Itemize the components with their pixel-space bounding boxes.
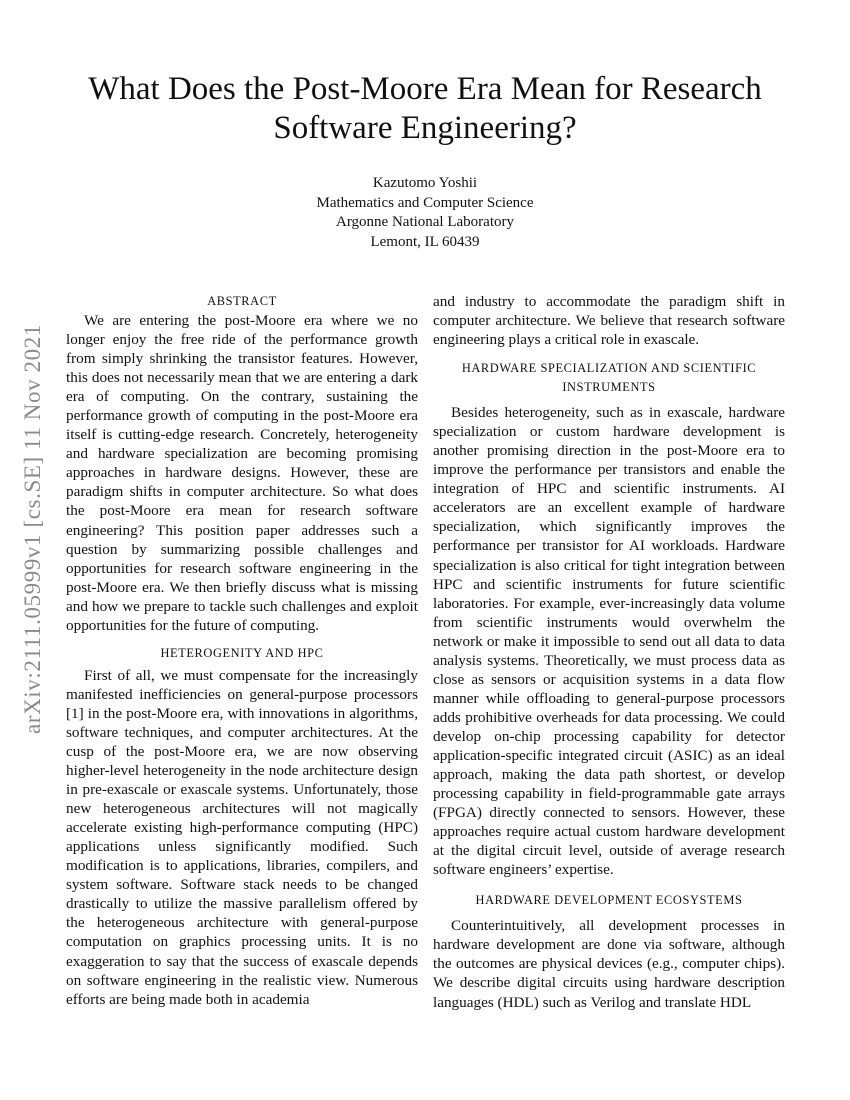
author-block <box>200 174 650 252</box>
section-body-hardware-specialization: Besides heterogeneity, such as in exascale, hardware specialization or custom hardware development is another promising direction in the post-Moore era to improve the performance per transistors and enable the integration of HPC and scientific instruments. AI accelerators are an excellent example of hardware specialization, which significantly improves the performance per transistor for AI workloads. Hardware specialization is also critical for tight integration between HPC and scientific instruments for future scientific laboratories. For example, ever-increasingly data volume from scientific instruments would overwhelm the network or make it impossible to send out all data to data analysis systems. Theoretically, we must process data as close as sensors or acquisition systems in a data flow manner while offloading to general-purpose processors adds prohibitive overheads for data processing. We could develop on-chip processing capability for detector application-specific integrated circuit (ASIC) as an ideal approach, making the data path shortest, or develop processing capability in field-programmable gate arrays (FPGA) directly connected to sensors. However, these approaches require actual custom hardware development at the digital circuit level, outside of average research software engineers’ expertise. <box>433 404 785 879</box>
right-column <box>433 292 785 1012</box>
section-body-heterogeneity-continued: and industry to accommodate the paradigm shift in computer architecture. We believe that research software engineering plays a critical role in exascale. <box>433 293 785 349</box>
affiliation-line: Argonne National Laboratory <box>335 214 514 230</box>
affiliation-line: Mathematics and Computer Science <box>316 194 534 211</box>
abstract-heading: ABSTRACT <box>207 294 277 308</box>
affiliation-line: Lemont, IL 60439 <box>370 233 480 250</box>
left-column <box>66 292 418 1009</box>
abstract-body: We are entering the post-Moore era where we no longer enjoy the free ride of the performance growth from simply shrinking the transistor features. However, this does not necessarily mean that we are entering a dark era of computing. On the contrary, sustaining the performance growth of computing in the post-Moore era itself is cutting-edge research. Concretely, heterogeneity and hardware specialization are becoming promising approaches in hardware designs. However, these are paradigm shifts in computer architecture. So what does the post-Moore era mean for research software engineering? This position paper addresses such a question by summarizing possible challenges and opportunities for research software engineering in the post-Moore era. We then briefly discuss what is missing and how we prepare to tackle such challenges and exploit opportunities for the future of computing. <box>66 312 418 634</box>
author-name: Kazutomo Yoshii <box>372 175 478 191</box>
arxiv-stamp <box>22 265 44 793</box>
arxiv-stamp-text: arXiv:2111.05999v1 [cs.SE] 11 Nov 2021 <box>20 324 45 734</box>
paper-title: What Does the Post-Moore Era Mean for Research Software Engineering? <box>88 71 762 146</box>
section-heading-heterogeneity: HETEROGENITY AND HPC <box>160 645 324 660</box>
section-body-heterogeneity: First of all, we must compensate for the increasingly manifested inefficiencies on general-purpose processors [1] in the post-Moore era, with innovations in algorithms, software techniques, and computer architectures. At the cusp of the post-Moore era, we are now observing higher-level heterogeneity in the node architecture design in pre-exascale or exascale systems. Unfortunately, those new heterogeneous architectures will not magically accelerate existing high-performance computing (HPC) applications unless significantly modified. Such modification is to applications, libraries, compilers, and system software. Software stack needs to be changed drastically to utilize the massive parallelism offered by the heterogeneous architecture with general-purpose computation on graphics processing units. It is no exaggeration to say that the success of exascale depends on software engineering in the realistic view. Numerous efforts are being made both in academia <box>66 666 418 1008</box>
section-heading-hardware-development: HARDWARE DEVELOPMENT ECOSYSTEMS <box>475 893 743 908</box>
section-heading-hardware-specialization: HARDWARE SPECIALIZATION AND SCIENTIFIC INSTRUMENTS <box>461 361 757 395</box>
section-body-hardware-development: Counterintuitively, all development processes in hardware development are done via software, although the outcomes are physical devices (e.g., computer chips). We describe digital circuits using hardware description languages (HDL) such as Verilog and translate HDL <box>433 917 785 1011</box>
